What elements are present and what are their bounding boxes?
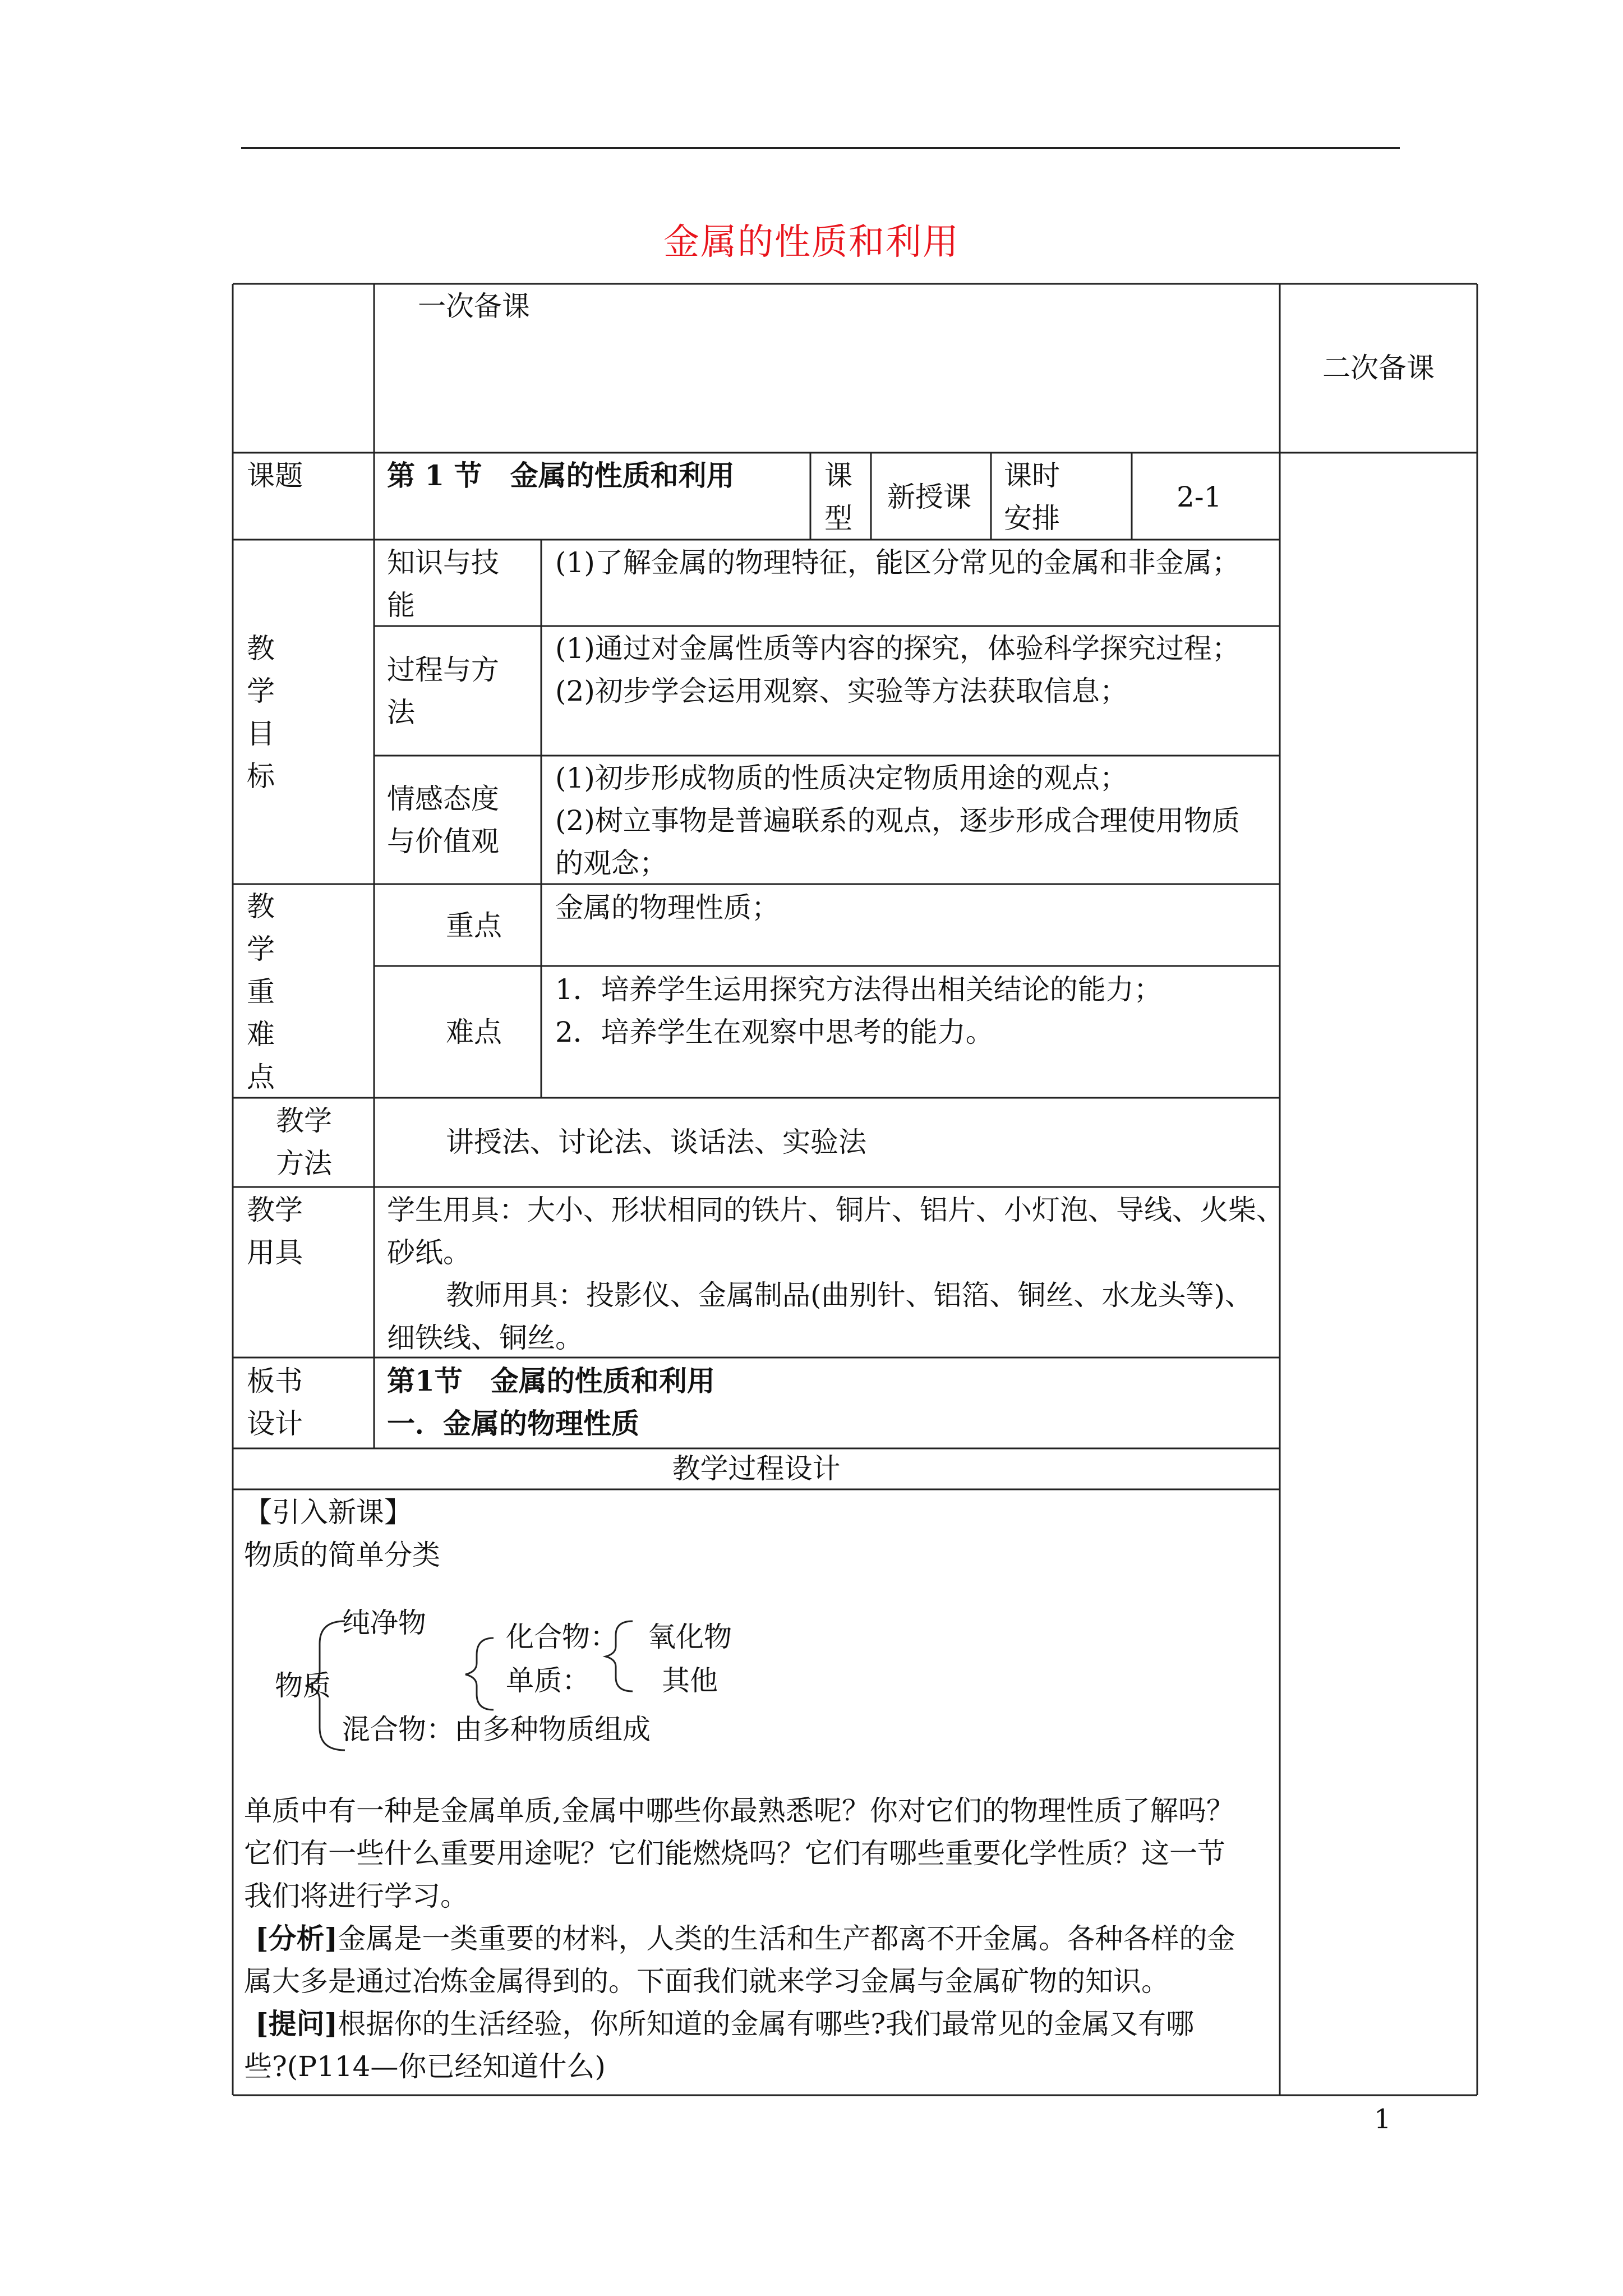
tree-element: 单质： <box>506 1664 590 1697</box>
tree-other: 其他 <box>662 1664 718 1697</box>
intro-subheading: 物质的简单分类 <box>244 1539 440 1571</box>
analysis-line <box>255 1917 1235 1960</box>
objectives-label: 教 学 目 标 <box>247 632 275 793</box>
tools-line: 教师用具：投影仪、金属制品(曲别针、铝箔、铜丝、水龙头等)、 <box>446 1279 1253 1312</box>
objective-attitude-line: 的观念； <box>555 847 667 880</box>
intro-heading: 【引入新课】 <box>244 1496 412 1529</box>
question-tag: [提问] <box>255 2007 338 2040</box>
objective-process-line: (2)初步学会运用观察、实验等方法获取信息； <box>555 675 1128 707</box>
key-point-label: 重点 <box>446 909 502 942</box>
board-line-2: 一．金属的物理性质 <box>387 1407 639 1440</box>
keypoints-label: 教 学 重 难 点 <box>247 890 275 1093</box>
page-title: 金属的性质和利用 <box>663 222 960 263</box>
first-prep-label: 一次备课 <box>418 290 530 323</box>
hours-value: 2-1 <box>1177 481 1222 513</box>
objective-knowledge-label: 知识与技 能 <box>387 546 499 622</box>
topic-label: 课题 <box>247 459 303 492</box>
second-prep-label: 二次备课 <box>1322 352 1435 384</box>
question-line: 些?(P114—你已经知道什么) <box>244 2050 606 2083</box>
analysis-text: 金属是一类重要的材料，人类的生活和生产都离不开金属。各种各样的金 <box>338 1922 1235 1955</box>
difficult-point-line: 1．培养学生运用探究方法得出相关结论的能力； <box>555 973 1162 1006</box>
question-line <box>255 2003 1194 2045</box>
hours-label: 课时 安排 <box>1004 459 1060 535</box>
methods-value: 讲授法、讨论法、谈话法、实验法 <box>446 1126 866 1158</box>
tree-mixture: 混合物：由多种物质组成 <box>342 1713 651 1746</box>
intro-paragraph-line: 我们将进行学习。 <box>244 1880 468 1912</box>
objective-process-label: 过程与方 法 <box>387 654 499 729</box>
topic-value: 第 1 节 金属的性质和利用 <box>387 459 735 492</box>
tools-line: 学生用具：大小、形状相同的铁片、铜片、铝片、小灯泡、导线、火柴、 <box>387 1194 1284 1226</box>
process-header: 教学过程设计 <box>672 1452 841 1485</box>
lesson-type-label: 课 型 <box>824 459 852 535</box>
tree-root: 物质 <box>275 1669 331 1702</box>
board-label: 板书 设计 <box>247 1365 303 1440</box>
analysis-line: 属大多是通过冶炼金属得到的。下面我们就来学习金属与金属矿物的知识。 <box>244 1965 1169 1998</box>
question-text: 根据你的生活经验，你所知道的金属有哪些?我们最常见的金属又有哪 <box>338 2008 1195 2040</box>
objective-knowledge-line: (1)了解金属的物理特征，能区分常见的金属和非金属； <box>555 546 1240 579</box>
key-point-value: 金属的物理性质； <box>555 891 780 924</box>
intro-paragraph-line: 单质中有一种是金属单质,金属中哪些你最熟悉呢？你对它们的物理性质了解吗？ <box>244 1795 1234 1827</box>
objective-attitude-line: (1)初步形成物质的性质决定物质用途的观点； <box>555 762 1128 794</box>
tools-line: 砂纸。 <box>387 1236 471 1269</box>
objective-process-line: (1)通过对金属性质等内容的探究，体验科学探究过程； <box>555 632 1240 665</box>
page-number: 1 <box>1374 2104 1391 2135</box>
tree-oxide: 氧化物 <box>648 1621 732 1653</box>
lesson-type-value: 新授课 <box>887 481 971 513</box>
difficult-point-label: 难点 <box>446 1016 502 1048</box>
tree-pure-substance: 纯净物 <box>342 1607 426 1639</box>
objective-attitude-label: 情感态度 与价值观 <box>387 783 499 858</box>
objective-attitude-line: (2)树立事物是普遍联系的观点，逐步形成合理使用物质 <box>555 804 1240 837</box>
tree-compound: 化合物： <box>506 1621 618 1653</box>
difficult-point-line: 2．培养学生在观察中思考的能力。 <box>555 1016 994 1048</box>
intro-paragraph-line: 它们有一些什么重要用途呢？它们能燃烧吗？它们有哪些重要化学性质？这一节 <box>244 1837 1225 1870</box>
tools-line: 细铁线、铜丝。 <box>387 1322 583 1354</box>
analysis-tag: [分析] <box>255 1922 338 1955</box>
tools-label: 教学 用具 <box>247 1194 303 1269</box>
board-line-1: 第1节 金属的性质和利用 <box>387 1364 715 1397</box>
methods-label: 教学 方法 <box>276 1105 332 1180</box>
